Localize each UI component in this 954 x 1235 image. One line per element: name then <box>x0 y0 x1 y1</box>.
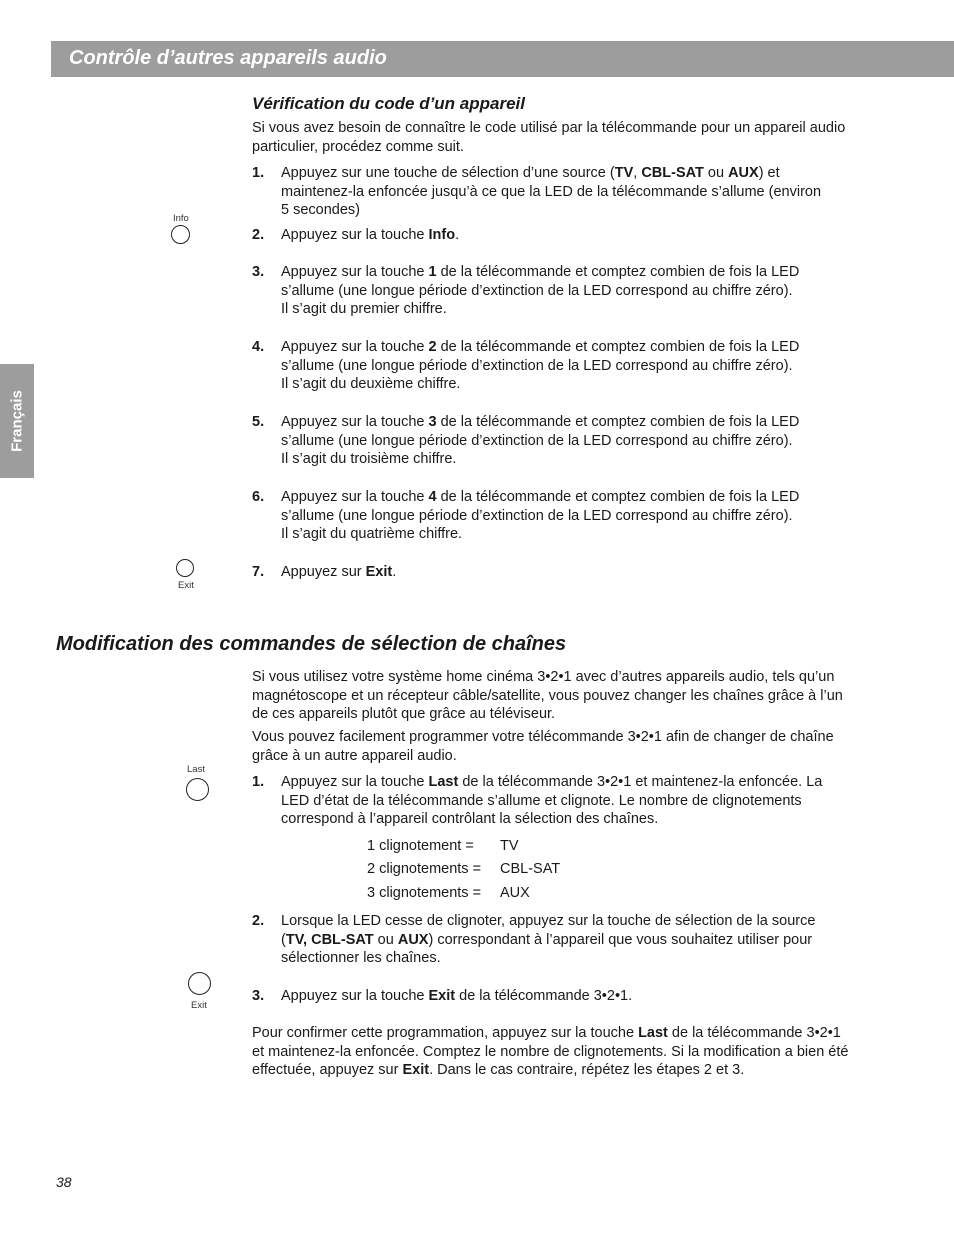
blink-value: AUX <box>500 885 530 901</box>
last-button-label: Last <box>187 764 205 775</box>
section2-para2: Vous pouvez facilement programmer votre télécommande 3•2•1 afin de changer de chaîne grâce à un autre appareil audio. <box>252 729 834 764</box>
language-tab-label: Français <box>8 390 26 452</box>
blink-label: 3 clignotements = <box>367 885 482 901</box>
info-button-icon <box>171 225 190 244</box>
language-tab <box>0 364 34 478</box>
step-text: Appuyez sur la touche Last de la télécommande 3•2•1 et maintenez-la enfoncée. La LED d’état de la télécommande s’allume et clignote. Le nombre de clignotements correspond à l’appareil contrôlant la sélection des chaînes. <box>281 774 823 827</box>
page-number: 38 <box>56 1174 72 1190</box>
exit-button-label: Exit <box>178 580 194 591</box>
section2-para1: Si vous utilisez votre système home cinéma 3•2•1 avec d’autres appareils audio, tels qu’un magnétoscope et un récepteur câble/satellite, vous pouvez changer les chaînes grâce à l’un de ces appareils plutôt que grâce au téléviseur. <box>252 669 843 722</box>
step-text: Appuyez sur la touche Info. <box>281 227 460 243</box>
step-number: 3. <box>252 988 265 1004</box>
step-text: Lorsque la LED cesse de clignoter, appuyez sur la touche de sélection de la source (TV, CBL-SAT ou AUX) correspondant à l’appareil que vous souhaitez utiliser pour sélectionner les chaînes. <box>281 913 816 966</box>
section-heading-verification: Vérification du code d’un appareil <box>252 94 525 113</box>
confirm-paragraph: Pour confirmer cette programmation, appuyez sur la touche Last de la télécommande 3•2•1 et maintenez-la enfoncée. Comptez le nombre de clignotements. Si la modification a bien été effectuée, appuyez sur Exit. Dans le cas contraire, répétez les étapes 2 et 3. <box>252 1025 849 1078</box>
exit-button-icon <box>188 972 211 995</box>
last-button-icon <box>186 778 209 801</box>
step-text: Appuyez sur Exit. <box>281 564 397 580</box>
step-number: 6. <box>252 489 265 505</box>
step-number: 3. <box>252 264 265 280</box>
step-number: 2. <box>252 227 265 243</box>
blink-value: CBL-SAT <box>500 861 561 877</box>
step-text: Appuyez sur la touche 4 de la télécommande et comptez combien de fois la LED s’allume (une longue période d’extinction de la LED correspond au chiffre zéro). Il s’agit du quatrième chiffre. <box>281 489 800 542</box>
page-title: Contrôle d’autres appareils audio <box>69 47 387 69</box>
section1-intro: Si vous avez besoin de connaître le code utilisé par la télécommande pour un appareil audio particulier, procédez comme suit. <box>252 120 846 155</box>
step-text: Appuyez sur la touche 1 de la télécommande et comptez combien de fois la LED s’allume (une longue période d’extinction de la LED correspond au chiffre zéro). Il s’agit du premier chiffre. <box>281 264 800 317</box>
blink-value: TV <box>500 838 519 854</box>
section-heading-channel: Modification des commandes de sélection de chaînes <box>56 633 567 655</box>
blink-label: 1 clignotement = <box>367 838 474 854</box>
step-text: Appuyez sur la touche 2 de la télécommande et comptez combien de fois la LED s’allume (une longue période d’extinction de la LED correspond au chiffre zéro). Il s’agit du deuxième chiffre. <box>281 339 800 392</box>
step-number: 5. <box>252 414 265 430</box>
step-number: 4. <box>252 339 265 355</box>
blink-label: 2 clignotements = <box>367 861 482 877</box>
step-text: Appuyez sur la touche Exit de la télécommande 3•2•1. <box>281 988 633 1004</box>
step-number: 7. <box>252 564 265 580</box>
step-number: 2. <box>252 913 265 929</box>
info-button-label: Info <box>173 213 189 224</box>
step-number: 1. <box>252 774 265 790</box>
exit-button-label: Exit <box>191 1000 207 1011</box>
exit-button-icon <box>176 559 194 577</box>
step-text: Appuyez sur une touche de sélection d’une source (TV, CBL-SAT ou AUX) et maintenez-la enfoncée jusqu’à ce que la LED de la télécommande s’allume (environ 5 secondes) <box>281 165 822 218</box>
step-number: 1. <box>252 165 265 181</box>
step-text: Appuyez sur la touche 3 de la télécommande et comptez combien de fois la LED s’allume (une longue période d’extinction de la LED correspond au chiffre zéro). Il s’agit du troisième chiffre. <box>281 414 800 467</box>
header-bar <box>51 41 954 77</box>
